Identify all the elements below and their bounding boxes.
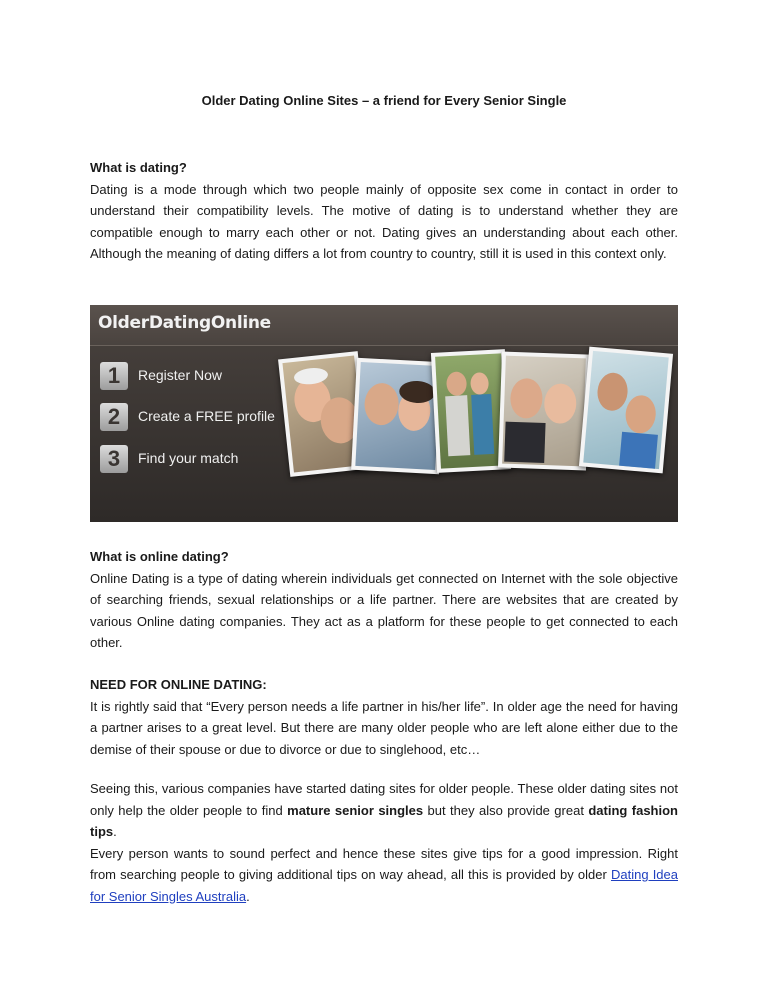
text-run: but they also provide great: [423, 802, 589, 818]
step-label: Find your match: [138, 450, 239, 466]
section-paragraph: [90, 778, 678, 843]
couple-photo: [351, 358, 445, 474]
older-dating-online-banner[interactable]: [90, 305, 678, 522]
section-paragraph: Online Dating is a type of dating wherein individuals get connected on Internet with the sole objective of searching friends, sexual relationships or a life partner. There are websites that are created by various Online dating companies. They act as a platform for these people to get connected to each other.: [90, 570, 678, 650]
section-paragraph: [90, 843, 678, 908]
couple-photo: [579, 347, 673, 474]
section-paragraph: Dating is a mode through which two people mainly of opposite sex come in contact in order to understand their compatibility levels. The motive of dating is to understand whether they are compatible enough to marry each other or not. Dating gives an understanding about each other. Although the meaning of dating differs a lot from country to country, still it is used in this context only.: [90, 181, 678, 261]
section-paragraph: It is rightly said that “Every person needs a life partner in his/her life”. In older age the need for having a partner arises to a great level. But there are many older people who are left alone either due to the demise of their spouse or due to divorce or due to singlehood, etc…: [90, 698, 678, 757]
section-need-for-online-dating: [90, 674, 678, 760]
section-heading: NEED FOR ONLINE DATING:: [90, 677, 267, 692]
text-run: Every person wants to sound perfect and hence these sites give tips for a good impression. Right from searching people to giving additional tips on way ahead, all this is provided by older: [90, 845, 678, 882]
page-title: Older Dating Online Sites – a friend for Every Senior Single: [201, 93, 567, 108]
step-number: 1: [100, 362, 128, 390]
step-label: Create a FREE profile: [138, 408, 275, 424]
step-number: 3: [100, 445, 128, 473]
text-run: Seeing this, various companies have started dating sites for older people. These older dating sites not only help the older people to find: [90, 781, 678, 818]
step-label: Register Now: [138, 367, 223, 383]
section-what-is-online-dating: [90, 546, 678, 654]
text-run: .: [246, 888, 250, 904]
section-what-is-dating: [90, 157, 678, 265]
step-number: 2: [100, 403, 128, 431]
section-heading: What is online dating?: [90, 549, 229, 564]
section-heading: What is dating?: [90, 160, 187, 175]
text-run: .: [113, 824, 117, 839]
bold-text-dating-fashion-tips: dating fashion tips: [90, 802, 678, 839]
bold-text-mature-senior-singles: mature senior singles: [287, 802, 424, 818]
section-older-dating-sites: [90, 778, 678, 907]
couple-photo: [498, 351, 590, 470]
dating-idea-link[interactable]: Dating Idea for Senior Singles Australia: [90, 867, 678, 904]
brand-logo: OlderDatingOnline: [98, 313, 271, 333]
banner-header: [90, 305, 678, 346]
